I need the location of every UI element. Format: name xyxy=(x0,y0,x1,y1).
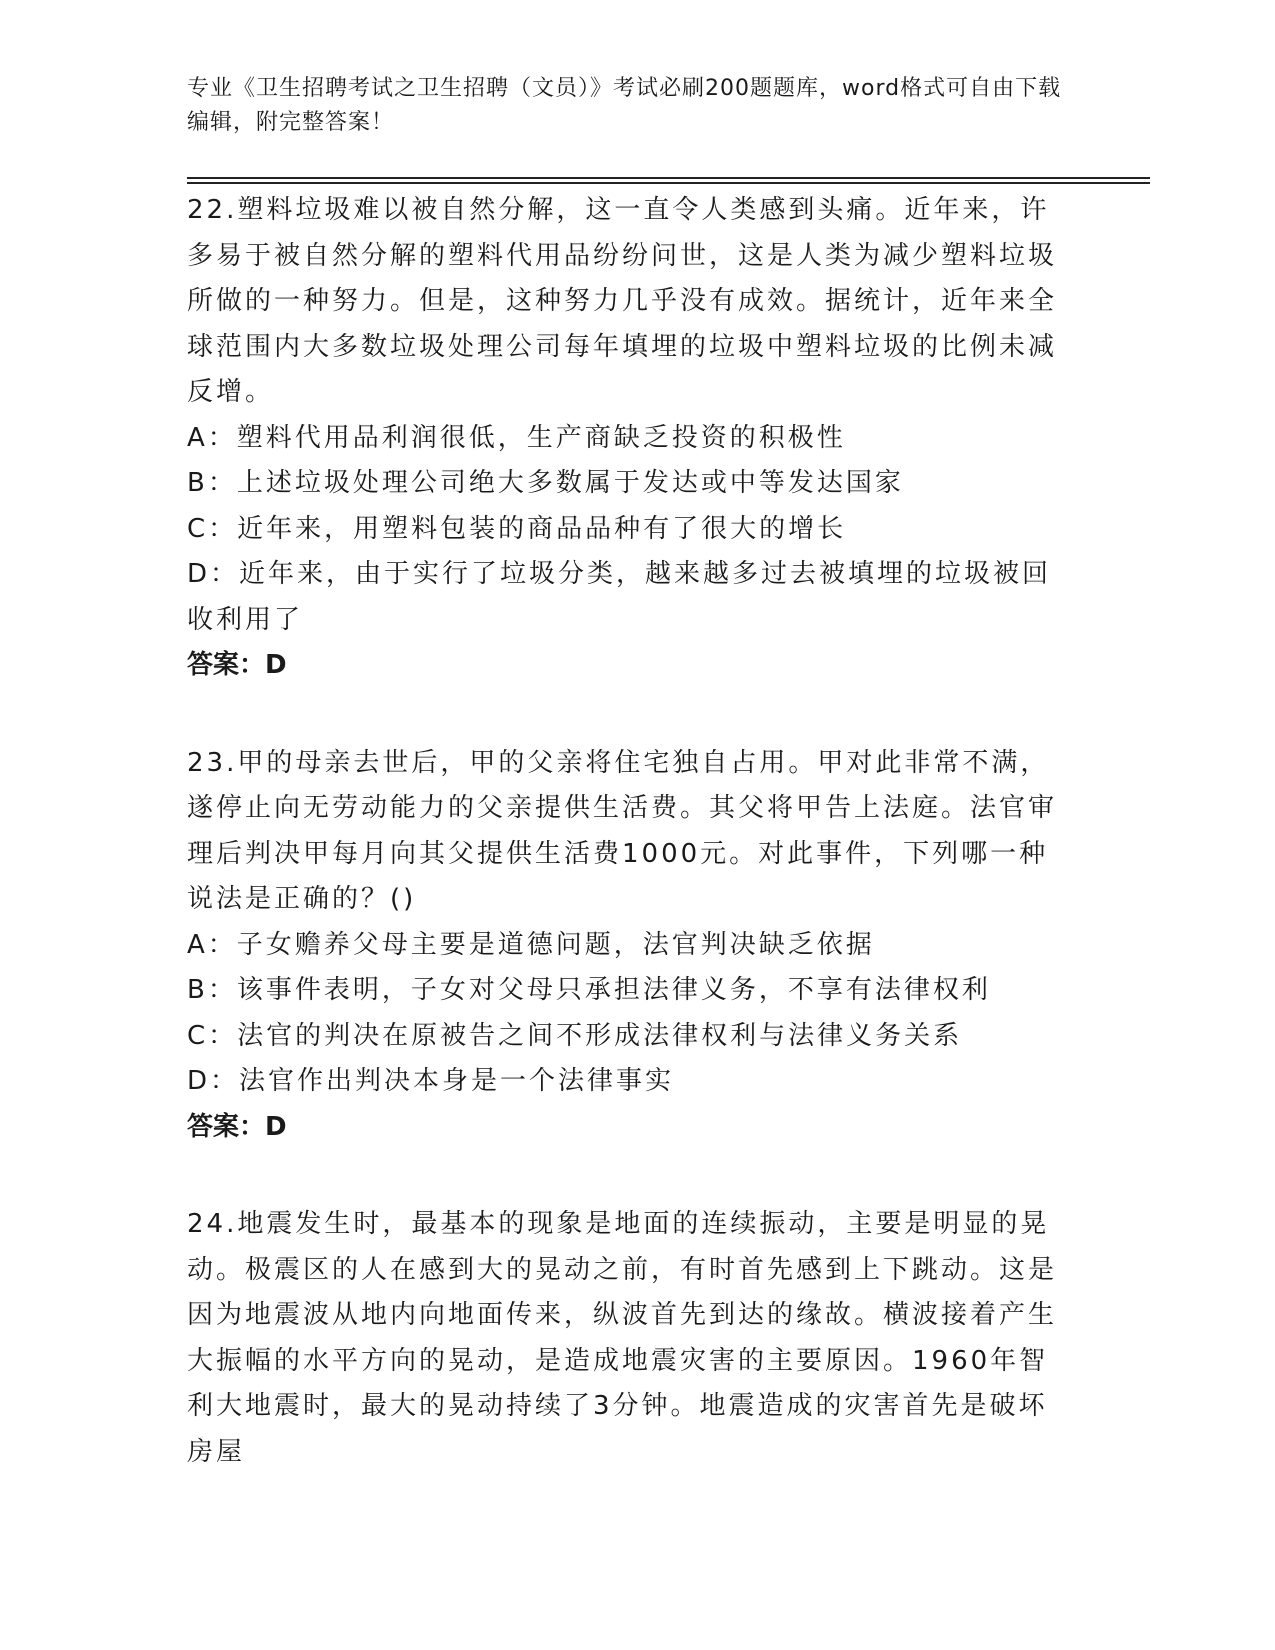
header-divider-bottom xyxy=(187,182,1150,184)
question-stem: 23.甲的母亲去世后，甲的父亲将住宅独自占用。甲对此非常不满，遂停止向无劳动能力的父亲提供生活费。其父将甲告上法庭。法官审理后判决甲每月向其父提供生活费1000元。对此事件，下列哪一种说法是正确的？() xyxy=(187,747,1058,914)
answer-label: 答案：D xyxy=(187,650,287,680)
question-24 xyxy=(187,1202,1067,1475)
document-header: 专业《卫生招聘考试之卫生招聘（文员）》考试必刷200题题库，word格式可自由下载编辑，附完整答案！ xyxy=(187,76,1062,135)
option-c: C：法官的判决在原被告之间不形成法律权利与法律义务关系 xyxy=(187,1020,963,1051)
option-a: A：塑料代用品利润很低，生产商缺乏投资的积极性 xyxy=(187,422,846,453)
question-stem: 22.塑料垃圾难以被自然分解，这一直令人类感到头痛。近年来，许多易于被自然分解的塑料代用品纷纷问世，这是人类为减少塑料垃圾所做的一种努力。但是，这种努力几乎没有成效。据统计，近年来全球范围内大多数垃圾处理公司每年填埋的垃圾中塑料垃圾的比例未减反增。 xyxy=(187,195,1058,407)
header-divider-top xyxy=(187,177,1150,179)
option-b: B：该事件表明，子女对父母只承担法律义务，不享有法律权利 xyxy=(187,975,991,1005)
question-23 xyxy=(187,741,1067,1151)
option-a: A：子女赡养父母主要是道德问题，法官判决缺乏依据 xyxy=(187,929,875,960)
question-list xyxy=(187,188,1067,1527)
option-b: B：上述垃圾处理公司绝大多数属于发达或中等发达国家 xyxy=(187,468,904,498)
answer-label: 答案：D xyxy=(187,1111,287,1142)
option-d: D：近年来，由于实行了垃圾分类，越来越多过去被填埋的垃圾被回收利用了 xyxy=(187,559,1052,635)
question-stem: 24.地震发生时，最基本的现象是地面的连续振动，主要是明显的晃动。极震区的人在感到大的晃动之前，有时首先感到上下跳动。这是因为地震波从地内向地面传来，纵波首先到达的缘故。横波接着产生大振幅的水平方向的晃动，是造成地震灾害的主要原因。1960年智利大地震时，最大的晃动持续了3分钟。地震造成的灾害首先是破坏房屋 xyxy=(187,1209,1058,1467)
option-d: D：法官作出判决本身是一个法律事实 xyxy=(187,1066,675,1096)
option-c: C：近年来，用塑料包装的商品品种有了很大的增长 xyxy=(187,513,847,544)
question-22 xyxy=(187,188,1067,689)
